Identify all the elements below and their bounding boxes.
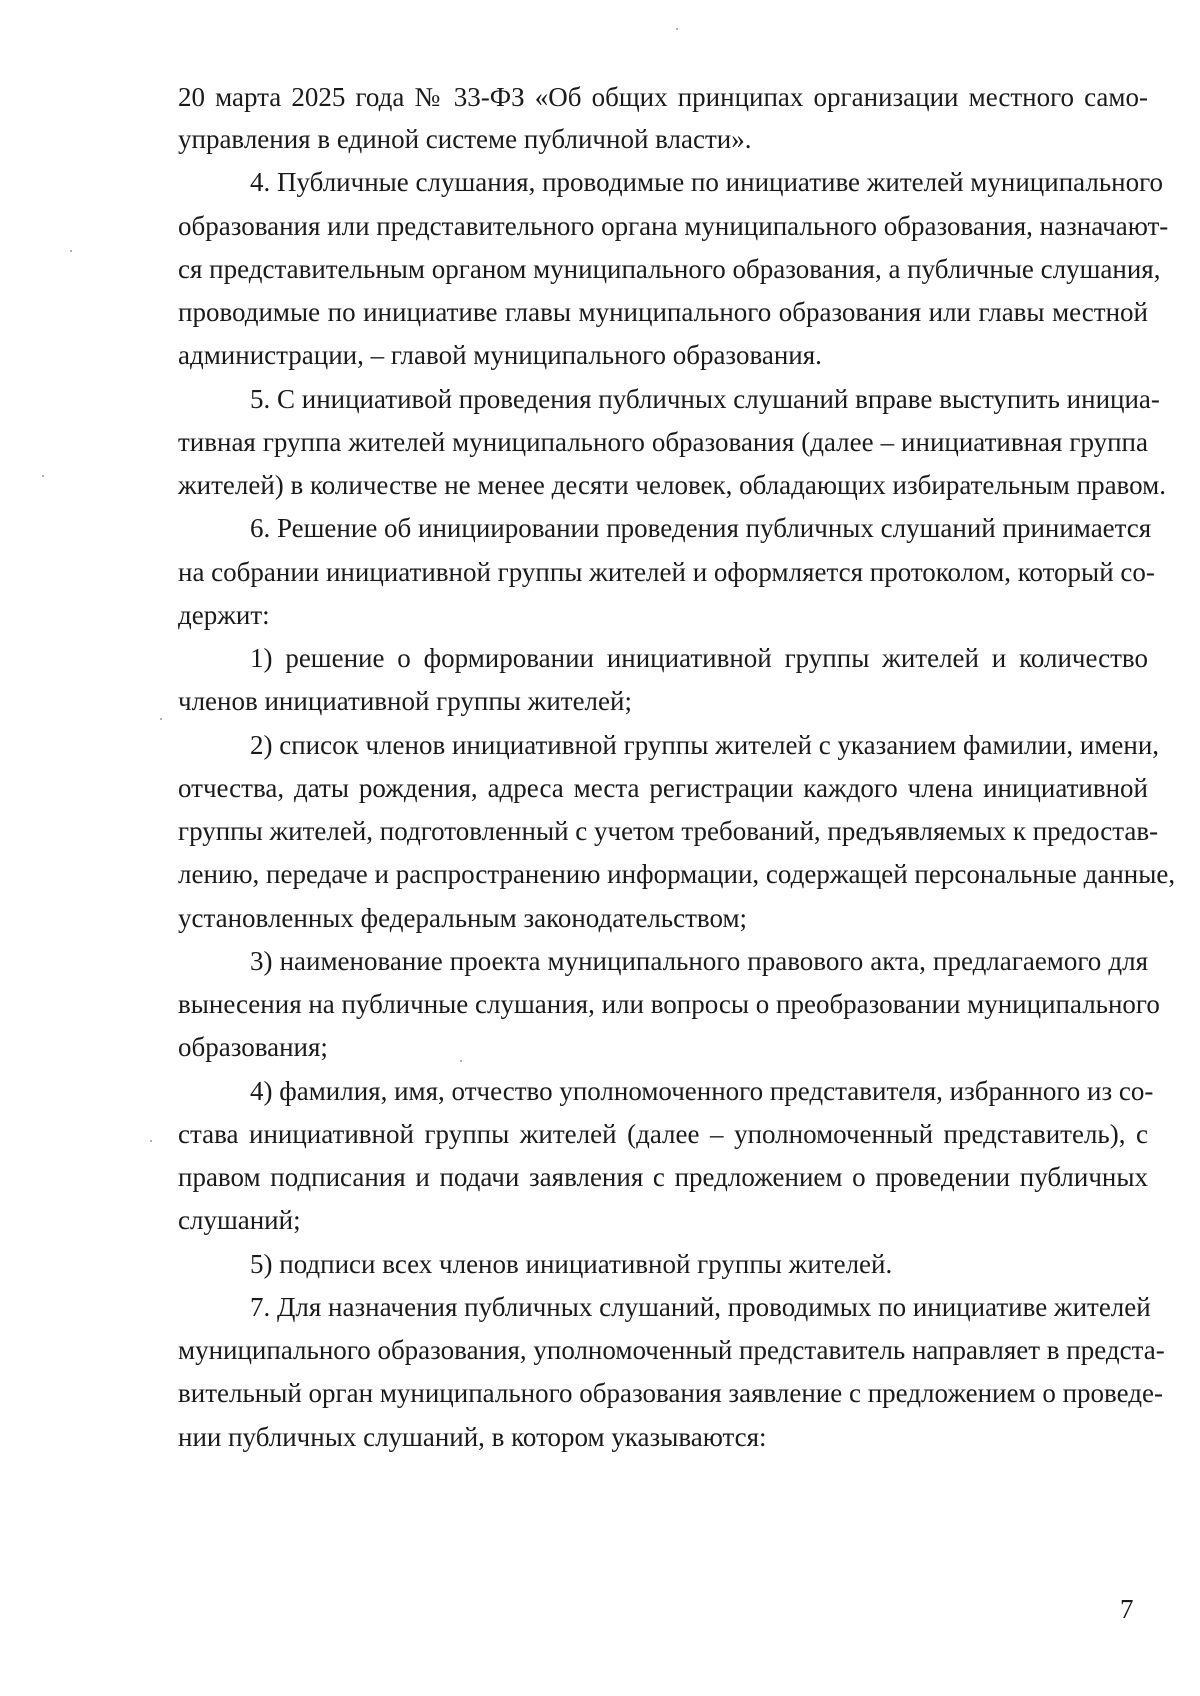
scan-speck [676,28,678,30]
text-line: 1) решение о формировании инициативной группы жителей и количество [250,643,1148,673]
text-line: 20 марта 2025 года № 33-ФЗ «Об общих принципах организации местного само- [178,82,1148,112]
text-line: 5) подписи всех членов инициативной группы жителей. [250,1249,893,1279]
text-line: образования; [178,1032,328,1062]
text-line: группы жителей, подготовленный с учетом требований, предъявляемых к предостав- [178,816,1159,846]
text-line: вынесения на публичные слушания, или вопросы о преобразовании муниципального [178,989,1160,1019]
text-line: муниципального образования, уполномоченный представитель направляет в предста- [178,1335,1165,1365]
text-line: членов инициативной группы жителей; [178,686,632,716]
text-line: 6. Решение об инициировании проведения публичных слушаний принимается [250,513,1152,543]
text-line: тивная группа жителей муниципального образования (далее – инициативная группа [178,427,1148,457]
text-line: правом подписания и подачи заявления с предложением о проведении публичных [178,1162,1148,1192]
text-line: 5. С инициативой проведения публичных слушаний вправе выступить инициа- [250,384,1160,414]
text-line: управления в единой системе публичной власти». [178,124,752,154]
text-line: слушаний; [178,1205,301,1235]
text-line: администрации, – главой муниципального образования. [178,340,822,370]
text-line: отчества, даты рождения, адреса места регистрации каждого члена инициативной [178,773,1148,803]
page-number: 7 [1120,1594,1134,1624]
text-line: 4. Публичные слушания, проводимые по инициативе жителей муниципального [250,167,1164,197]
text-line: ся представительным органом муниципального образования, а публичные слушания, [178,254,1161,284]
text-line: става инициативной группы жителей (далее – уполномоченный представитель), с [178,1119,1148,1149]
text-line: лению, передаче и распространению информации, содержащей персональные данные, [178,859,1176,889]
scan-speck [70,250,72,252]
text-line: держит: [178,600,270,630]
text-line: 3) наименование проекта муниципального правового акта, предлагаемого для [250,946,1148,976]
text-line: 2) список членов инициативной группы жителей с указанием фамилии, имени, [250,730,1160,760]
text-line: жителей) в количестве не менее десяти человек, обладающих избирательным правом. [178,470,1166,500]
text-line: нии публичных слушаний, в котором указываются: [178,1422,767,1452]
text-line: вительный орган муниципального образования заявление с предложением о проведе- [178,1378,1163,1408]
scan-speck [460,1060,462,1062]
text-line: 7. Для назначения публичных слушаний, проводимых по инициативе жителей [250,1292,1151,1322]
text-line: на собрании инициативной группы жителей и оформляется протоколом, который со- [178,557,1155,587]
scan-speck [160,718,162,720]
scan-speck [150,1140,152,1142]
text-line: 4) фамилия, имя, отчество уполномоченного представителя, избранного из со- [250,1076,1154,1106]
text-line: проводимые по инициативе главы муниципального образования или главы местной [178,297,1148,327]
text-line: установленных федеральным законодательством; [178,903,748,933]
text-line: образования или представительного органа муниципального образования, назначают- [178,211,1169,241]
scan-speck [42,475,44,477]
